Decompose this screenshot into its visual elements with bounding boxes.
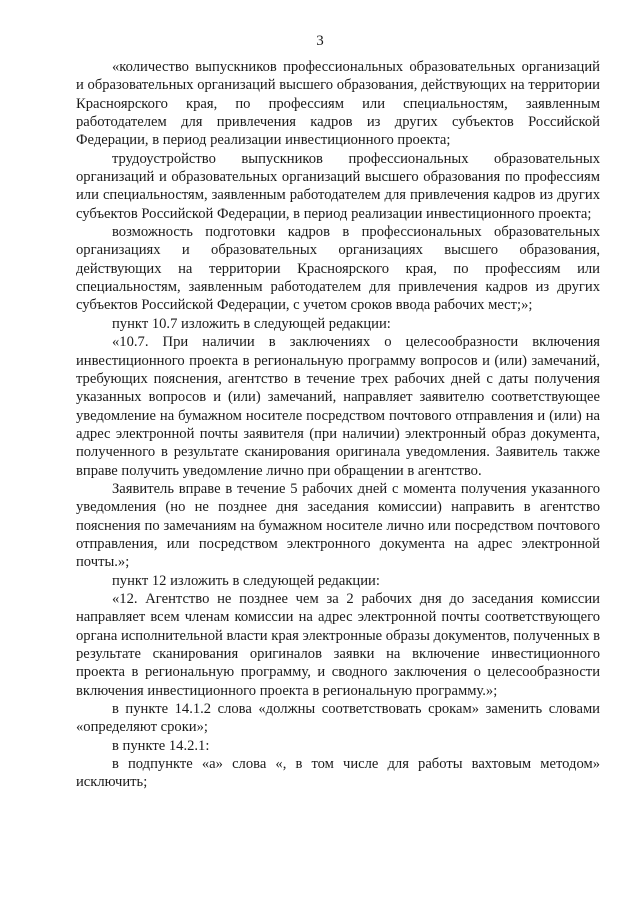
- paragraph: пункт 12 изложить в следующей редакции:: [112, 572, 380, 589]
- paragraph: Заявитель вправе в течение 5 рабочих дней с момента получения указанного уведомления (но не позднее дня заседания комиссии) направить в агентство пояснения по замечаниям на бумажном носителе лично или посредством почтового отправления, или посредством электронного документа на адрес электронной почты.»;: [76, 480, 600, 571]
- paragraph: пункт 10.7 изложить в следующей редакции:: [112, 315, 391, 332]
- paragraph: возможность подготовки кадров в профессиональных образовательных организациях и образовательных организациях высшего образования, действующих на территории Красноярского края, по профессиям или специальностям, заявленным работодателем для привлечения кадров из других субъектов Российской Федерации, с учетом сроков ввода рабочих мест;»;: [76, 224, 600, 314]
- paragraph: «количество выпускников профессиональных образовательных организаций и образовательных организаций высшего образования, действующих на территории Красноярского края, по профессиям или специальностям, заявленным работодателем для привлечения кадров из других субъектов Российской Федерации, в период реализации инвестиционного проекта;: [76, 59, 600, 149]
- paragraph: трудоустройство выпускников профессиональных образовательных организаций и образовательных организаций высшего образования по профессиям или специальностям, заявленным работодателем для привлечения кадров из других субъектов Российской Федерации, в период реализации инвестиционного проекта;: [76, 150, 600, 222]
- paragraph: в подпункте «а» слова «, в том числе для работы вахтовым методом» исключить;: [76, 756, 600, 791]
- document-body: [76, 58, 600, 792]
- paragraph: «12. Агентство не позднее чем за 2 рабочих дня до заседания комиссии направляет всем членам комиссии на адрес электронной почты соответствующего органа исполнительной власти края электронные образы документов, полученных в результате сканирования оригиналов заявки на включение инвестиционного проекта в региональную программу, и сводного заключения о целесообразности включения инвестиционного проекта в региональную программу.»;: [76, 590, 600, 699]
- paragraph: в пункте 14.1.2 слова «должны соответствовать срокам» заменить словами «определяют сроки»;: [76, 701, 600, 736]
- paragraph: «10.7. При наличии в заключениях о целесообразности включения инвестиционного проекта в региональную программу вопросов и (или) замечаний, требующих пояснения, агентство в течение трех рабочих дней с даты получения указанных вопросов и (или) замечаний, направляет заявителю соответствующее уведомление на бумажном носителе посредством почтового отправления и (или) на адрес электронной почты заявителя (при наличии) электронный образ документа, полученного в результате сканирования оригинала уведомления. Заявитель также вправе получить уведомление лично при обращении в агентство.: [76, 334, 600, 479]
- page-number: 3: [316, 33, 324, 49]
- paragraph: в пункте 14.2.1:: [112, 737, 210, 754]
